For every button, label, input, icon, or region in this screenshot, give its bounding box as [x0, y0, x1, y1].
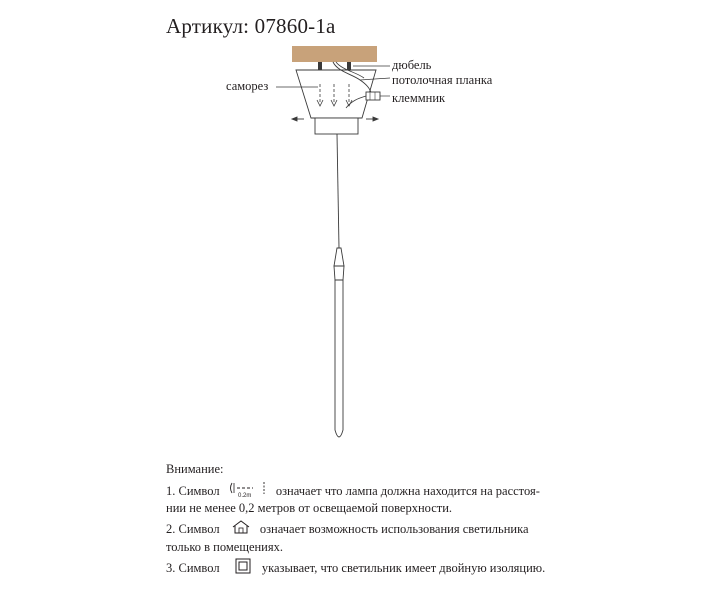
terminal-block — [366, 92, 380, 100]
label-terminal: клеммник — [392, 91, 446, 105]
note-item-3 — [166, 558, 545, 578]
mounting-cup — [315, 118, 358, 134]
note-1-text-b: нии не менее 0,2 метров от освещаемой поверхности. — [166, 501, 453, 515]
note-2-text-b: только в помещениях. — [166, 540, 283, 554]
label-ceiling-plate: потолочная планка — [392, 73, 493, 87]
note-2-prefix: 2. Символ — [166, 521, 220, 536]
note-3-prefix: 3. Символ — [166, 560, 220, 575]
note-2-text-a: означает возможность использования светильника — [259, 521, 529, 536]
label-dowel: дюбель — [392, 58, 432, 72]
suspension-cord — [337, 134, 339, 248]
canopy-body — [296, 70, 376, 118]
distance-symbol-label: 0.2m — [237, 492, 252, 498]
ceiling-block — [292, 46, 377, 62]
notes-heading: Внимание: — [166, 462, 224, 476]
note-3-text: указывает, что светильник имеет двойную изоляцию. — [261, 560, 546, 575]
note-1-prefix: 1. Символ — [166, 483, 220, 498]
double-insulation-icon — [235, 558, 251, 581]
note-item-2 — [166, 519, 545, 539]
attention-notes — [166, 460, 545, 577]
note-1-text-a: означает что лампа должна находится на расстоя- — [275, 483, 540, 498]
pendant-tube — [335, 280, 343, 437]
note-item-1 — [166, 480, 545, 500]
article-title: Артикул: 07860-1a — [166, 14, 336, 38]
label-screw: саморез — [226, 79, 269, 93]
pendant-connector — [334, 248, 344, 266]
